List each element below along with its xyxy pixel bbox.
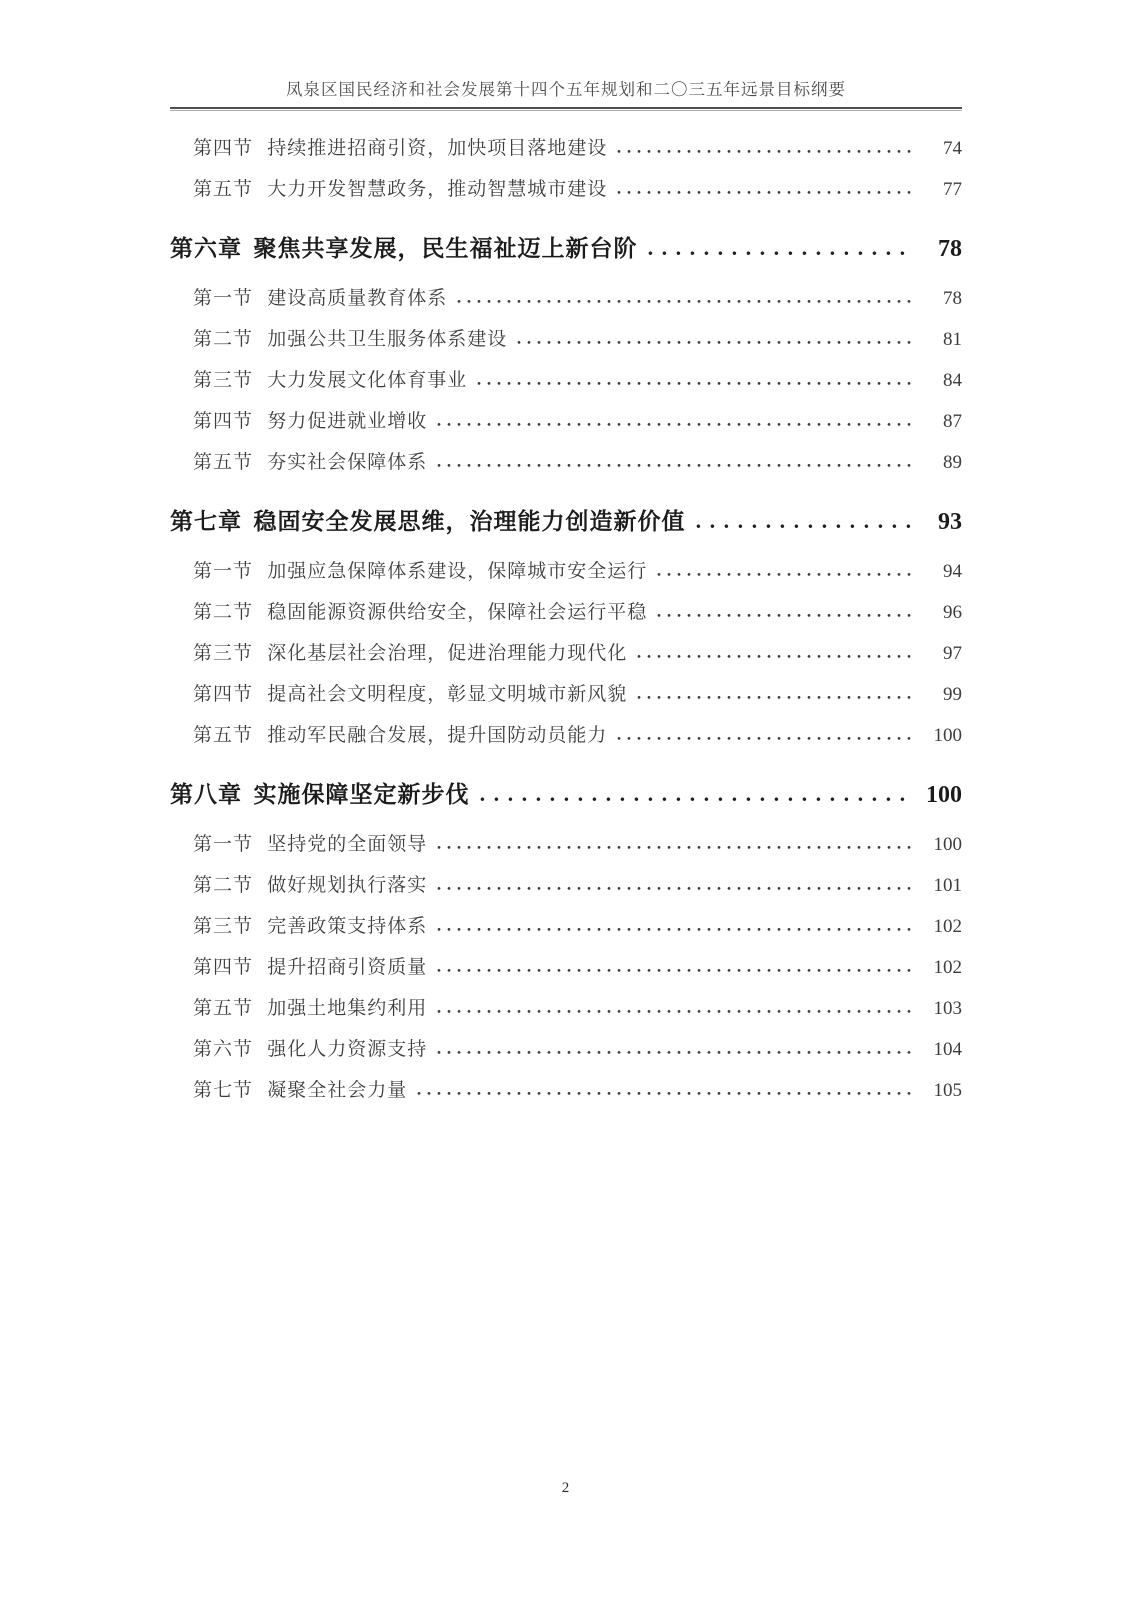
- toc-entry-chapter[interactable]: [170, 505, 962, 538]
- toc-entry-title: 加强公共卫生服务体系建设: [267, 329, 508, 350]
- toc-entry-number: 第一节: [193, 561, 254, 582]
- toc-entry-page: 100: [933, 725, 962, 746]
- page-number: 2: [561, 1480, 570, 1496]
- toc-entry-section[interactable]: [170, 328, 962, 352]
- toc-entry-title: 努力促进就业增收: [267, 411, 428, 432]
- toc-entry-number: 第三节: [193, 370, 254, 391]
- toc-entry-page: 103: [933, 998, 962, 1019]
- toc-entry-page: 84: [943, 370, 962, 391]
- toc-entry-number: 第五节: [193, 725, 254, 746]
- toc-entry-section[interactable]: [170, 369, 962, 393]
- toc-entry-section[interactable]: [170, 287, 962, 311]
- toc-entry-number: 第六章: [170, 235, 242, 261]
- toc-entry-chapter[interactable]: [170, 778, 962, 811]
- dot-leader: [437, 844, 914, 850]
- toc-entry-number: 第四节: [193, 138, 254, 159]
- dot-leader: [437, 926, 914, 932]
- dot-leader: [617, 189, 914, 195]
- toc-entry-section[interactable]: [170, 410, 962, 434]
- toc-entry-number: 第二节: [193, 875, 254, 896]
- toc-entry-page: 102: [933, 957, 962, 978]
- toc-entry-chapter[interactable]: [170, 232, 962, 265]
- toc-entry-page: 105: [933, 1080, 962, 1101]
- toc-entry-section[interactable]: [170, 642, 962, 666]
- dot-leader: [437, 462, 914, 468]
- toc-entry-title: 推动军民融合发展，提升国防动员能力: [267, 725, 608, 746]
- toc-entry-section[interactable]: [170, 915, 962, 939]
- toc-entry-title: 凝聚全社会力量: [267, 1080, 408, 1101]
- toc-entry-title: 稳固安全发展思维，治理能力创造新价值: [253, 508, 686, 534]
- dot-leader: [648, 250, 915, 256]
- toc-entry-page: 81: [943, 329, 962, 350]
- dot-leader: [437, 421, 914, 427]
- dot-leader: [617, 148, 914, 154]
- toc-entry-number: 第二节: [193, 329, 254, 350]
- dot-leader: [637, 694, 914, 700]
- toc-entry-title: 提升招商引资质量: [267, 957, 428, 978]
- toc-entry-section[interactable]: [170, 724, 962, 748]
- toc-entry-title: 持续推进招商引资，加快项目落地建设: [267, 138, 608, 159]
- toc-entry-title: 深化基层社会治理，促进治理能力现代化: [267, 643, 628, 664]
- toc-entry-number: 第五节: [193, 179, 254, 200]
- toc-entry-page: 87: [943, 411, 962, 432]
- toc-entry-title: 聚焦共享发展，民生福祉迈上新台阶: [253, 235, 638, 261]
- toc-entry-page: 93: [938, 509, 962, 535]
- dot-leader: [437, 1049, 914, 1055]
- toc-entry-section[interactable]: [170, 683, 962, 707]
- toc-entry-number: 第四节: [193, 684, 254, 705]
- toc-entry-number: 第四节: [193, 957, 254, 978]
- toc-entry-number: 第七章: [170, 508, 242, 534]
- dot-leader: [617, 735, 914, 741]
- toc-entry-page: 78: [943, 288, 962, 309]
- toc-entry-page: 78: [938, 236, 962, 262]
- toc-entry-number: 第五节: [193, 998, 254, 1019]
- dot-leader: [696, 523, 915, 529]
- dot-leader: [437, 885, 914, 891]
- dot-leader: [480, 796, 915, 802]
- toc-entry-number: 第二节: [193, 602, 254, 623]
- toc-entry-number: 第一节: [193, 834, 254, 855]
- toc-entry-number: 第六节: [193, 1039, 254, 1060]
- toc-entry-title: 大力发展文化体育事业: [267, 370, 468, 391]
- dot-leader: [437, 967, 914, 973]
- toc-entry-page: 102: [933, 916, 962, 937]
- dot-leader: [437, 1008, 914, 1014]
- dot-leader: [657, 612, 914, 618]
- toc-entry-page: 89: [943, 452, 962, 473]
- toc-entry-page: 100: [933, 834, 962, 855]
- toc-entry-number: 第七节: [193, 1080, 254, 1101]
- document-title: 凤泉区国民经济和社会发展第十四个五年规划和二〇三五年远景目标纲要: [286, 81, 846, 99]
- toc-entry-title: 强化人力资源支持: [267, 1039, 428, 1060]
- toc-entry-page: 94: [943, 561, 962, 582]
- toc-entry-page: 77: [943, 179, 962, 200]
- toc-entry-section[interactable]: [170, 1038, 962, 1062]
- toc-entry-title: 实施保障坚定新步伐: [253, 781, 470, 807]
- toc-entry-page: 100: [926, 782, 962, 808]
- toc-entry-number: 第八章: [170, 781, 242, 807]
- dot-leader: [637, 653, 914, 659]
- toc-entry-section[interactable]: [170, 833, 962, 857]
- toc-entry-page: 97: [943, 643, 962, 664]
- dot-leader: [417, 1090, 914, 1096]
- toc-entry-title: 提高社会文明程度，彰显文明城市新风貌: [267, 684, 628, 705]
- toc-entry-title: 完善政策支持体系: [267, 916, 428, 937]
- toc-entry-title: 坚持党的全面领导: [267, 834, 428, 855]
- toc-entry-title: 加强土地集约利用: [267, 998, 428, 1019]
- toc-entry-section[interactable]: [170, 451, 962, 475]
- toc-entry-section[interactable]: [170, 601, 962, 625]
- dot-leader: [657, 571, 914, 577]
- toc-entry-page: 99: [943, 684, 962, 705]
- toc-entry-page: 104: [933, 1039, 962, 1060]
- page-header: [170, 0, 962, 109]
- toc-entry-title: 加强应急保障体系建设，保障城市安全运行: [267, 561, 648, 582]
- dot-leader: [517, 339, 914, 345]
- toc-entry-section[interactable]: [170, 997, 962, 1021]
- toc-entry-section[interactable]: [170, 874, 962, 898]
- toc-entry-section[interactable]: [170, 178, 962, 202]
- toc-entry-number: 第三节: [193, 916, 254, 937]
- toc-entry-number: 第五节: [193, 452, 254, 473]
- toc-entry-number: 第四节: [193, 411, 254, 432]
- toc-entry-section[interactable]: [170, 137, 962, 161]
- toc-entry-title: 夯实社会保障体系: [267, 452, 428, 473]
- toc-entry-title: 做好规划执行落实: [267, 875, 428, 896]
- toc-entry-number: 第一节: [193, 288, 254, 309]
- dot-leader: [477, 380, 914, 386]
- toc-entry-section[interactable]: [170, 956, 962, 980]
- toc-entry-page: 74: [943, 138, 962, 159]
- toc-entry-page: 101: [933, 875, 962, 896]
- toc-entry-number: 第三节: [193, 643, 254, 664]
- toc-entry-title: 稳固能源资源供给安全，保障社会运行平稳: [267, 602, 648, 623]
- dot-leader: [457, 298, 914, 304]
- toc-entry-page: 96: [943, 602, 962, 623]
- toc-entry-section[interactable]: [170, 1079, 962, 1103]
- toc-entry-section[interactable]: [170, 560, 962, 584]
- toc-entry-title: 建设高质量教育体系: [267, 288, 448, 309]
- toc-entry-title: 大力开发智慧政务，推动智慧城市建设: [267, 179, 608, 200]
- table-of-contents: [170, 104, 962, 1120]
